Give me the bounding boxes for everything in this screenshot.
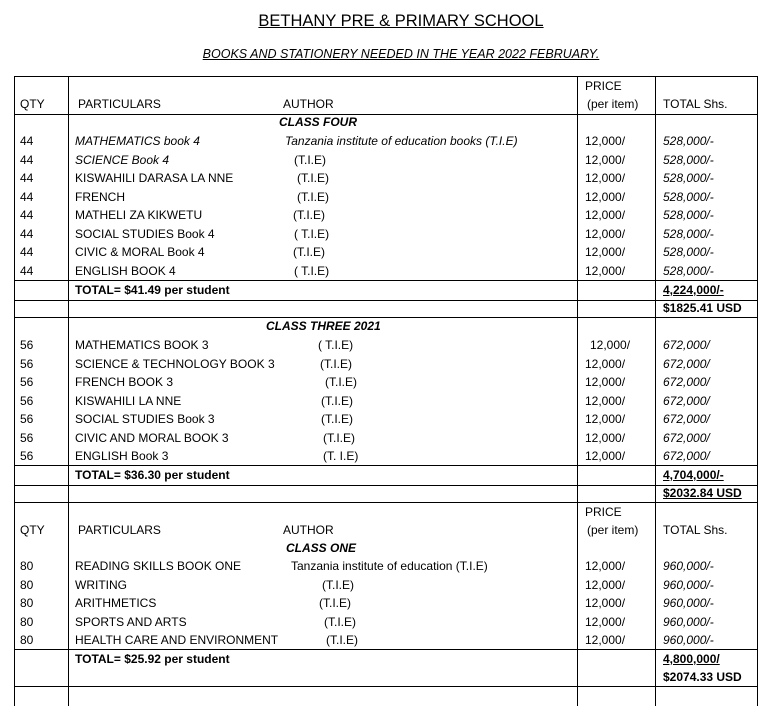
price-header: PRICE	[585, 505, 622, 519]
qty-cell: 44	[20, 189, 34, 204]
price-cell: 12,000/	[585, 559, 626, 573]
author-cell: (T.I.E)	[326, 633, 358, 647]
price-cell: 12,000/	[585, 226, 626, 241]
total-cell: 528,000/-	[663, 152, 714, 167]
section-total-usd: $1825.41 USD	[663, 301, 742, 315]
particulars-cell: ENGLISH Book 3	[75, 449, 169, 463]
total-cell: 672,000/	[663, 449, 710, 463]
qty-cell: 56	[20, 338, 34, 352]
qty-cell: 80	[20, 633, 34, 647]
qty-cell: 56	[20, 356, 34, 371]
total-cell: 672,000/	[663, 375, 710, 389]
particulars-cell: SCIENCE & TECHNOLOGY BOOK 3	[75, 356, 275, 371]
row-divider	[14, 280, 758, 281]
author-header: AUTHOR	[283, 97, 334, 111]
author-cell: (T.I.E)	[297, 189, 329, 204]
section-total-label: TOTAL= $25.92 per student	[75, 652, 230, 666]
price-cell: 12,000/	[585, 633, 626, 647]
author-cell: (T. I.E)	[323, 449, 359, 463]
qty-cell: 44	[20, 171, 34, 185]
qty-header: QTY	[20, 97, 45, 111]
author-cell: (T.I.E)	[323, 430, 355, 445]
section-total-shs: 4,224,000/-	[663, 283, 724, 297]
class-heading: CLASS FOUR	[279, 115, 357, 129]
price-cell: 12,000/	[590, 338, 631, 352]
particulars-cell: ENGLISH BOOK 4	[75, 263, 176, 278]
price-cell: 12,000/	[585, 356, 626, 371]
qty-cell: 44	[20, 134, 34, 148]
particulars-cell: KISWAHILI LA NNE	[75, 393, 182, 408]
qty-cell: 80	[20, 596, 34, 610]
qty-cell: 80	[20, 614, 34, 629]
row-divider	[14, 649, 758, 650]
qty-cell: 80	[20, 577, 34, 592]
qty-cell: 44	[20, 245, 34, 259]
qty-cell: 80	[20, 559, 34, 573]
qty-cell: 56	[20, 393, 34, 408]
price-cell: 12,000/	[585, 263, 626, 278]
qty-cell: 44	[20, 263, 34, 278]
qty-cell: 56	[20, 449, 34, 463]
author-cell: (T.I.E)	[319, 596, 351, 610]
total-header: TOTAL Shs.	[663, 523, 728, 537]
price-per-item-header: (per item)	[587, 97, 639, 111]
row-divider	[14, 76, 758, 77]
section-total-label: TOTAL= $41.49 per student	[75, 283, 230, 297]
price-cell: 12,000/	[585, 614, 626, 629]
total-cell: 960,000/-	[663, 559, 714, 573]
total-cell: 960,000/-	[663, 596, 714, 610]
column-divider	[757, 76, 758, 706]
total-cell: 528,000/-	[663, 171, 714, 185]
price-cell: 12,000/	[585, 375, 626, 389]
total-cell: 528,000/-	[663, 263, 714, 278]
particulars-cell: SOCIAL STUDIES Book 4	[75, 226, 215, 241]
particulars-cell: KISWAHILI DARASA LA NNE	[75, 171, 234, 185]
author-cell: (T.I.E)	[322, 577, 354, 592]
total-cell: 672,000/	[663, 393, 710, 408]
author-cell: (T.I.E)	[294, 152, 326, 167]
author-cell: (T.I.E)	[320, 356, 352, 371]
qty-cell: 56	[20, 375, 34, 389]
school-title: BETHANY PRE & PRIMARY SCHOOL	[258, 12, 544, 30]
particulars-cell: ARITHMETICS	[75, 596, 157, 610]
price-cell: 12,000/	[585, 577, 626, 592]
price-cell: 12,000/	[585, 596, 626, 610]
author-header: AUTHOR	[283, 523, 334, 537]
particulars-cell: READING SKILLS BOOK ONE	[75, 559, 242, 573]
author-cell: (T.I.E)	[324, 614, 356, 629]
total-cell: 672,000/	[663, 356, 710, 371]
author-cell: (T.I.E)	[325, 375, 357, 389]
particulars-cell: SOCIAL STUDIES Book 3	[75, 412, 215, 426]
price-cell: 12,000/	[585, 152, 626, 167]
qty-cell: 56	[20, 412, 34, 426]
author-cell: ( T.I.E)	[294, 226, 330, 241]
price-cell: 12,000/	[585, 412, 626, 426]
row-divider	[14, 317, 758, 318]
author-cell: ( T.I.E)	[318, 338, 354, 352]
total-cell: 528,000/-	[663, 189, 714, 204]
author-cell: Tanzania institute of education (T.I.E)	[291, 559, 488, 573]
price-cell: 12,000/	[585, 449, 626, 463]
total-cell: 672,000/	[663, 338, 710, 352]
author-cell: (T.I.E)	[293, 245, 325, 259]
total-cell: 960,000/-	[663, 614, 714, 629]
particulars-cell: HEALTH CARE AND ENVIRONMENT	[75, 633, 279, 647]
row-divider	[14, 686, 758, 687]
particulars-cell: WRITING	[75, 577, 127, 592]
total-header: TOTAL Shs.	[663, 97, 728, 111]
price-cell: 12,000/	[585, 430, 626, 445]
column-divider	[14, 76, 15, 706]
row-divider	[14, 114, 758, 115]
particulars-header: PARTICULARS	[78, 97, 161, 111]
section-total-usd: $2032.84 USD	[663, 486, 742, 500]
author-cell: (T.I.E)	[297, 171, 329, 185]
particulars-cell: CIVIC AND MORAL BOOK 3	[75, 430, 229, 445]
total-cell: 960,000/-	[663, 633, 714, 647]
price-cell: 12,000/	[585, 393, 626, 408]
class-heading: CLASS ONE	[286, 541, 357, 555]
row-divider	[14, 485, 758, 486]
class-heading: CLASS THREE 2021	[266, 319, 381, 333]
particulars-cell: MATHEMATICS BOOK 3	[75, 338, 209, 352]
author-cell: (T.I.E)	[293, 208, 325, 222]
particulars-cell: FRENCH	[75, 189, 125, 204]
qty-cell: 56	[20, 430, 34, 445]
particulars-cell: SCIENCE Book 4	[75, 152, 170, 167]
total-cell: 528,000/-	[663, 226, 714, 241]
total-cell: 672,000/	[663, 412, 710, 426]
particulars-cell: MATHEMATICS book 4	[75, 134, 200, 148]
row-divider	[14, 465, 758, 466]
total-cell: 528,000/-	[663, 208, 714, 222]
section-total-shs: 4,704,000/-	[663, 468, 724, 482]
particulars-cell: FRENCH BOOK 3	[75, 375, 174, 389]
price-cell: 12,000/	[585, 134, 626, 148]
qty-header: QTY	[20, 523, 45, 537]
row-divider	[14, 300, 758, 301]
section-total-label: TOTAL= $36.30 per student	[75, 468, 230, 482]
qty-cell: 44	[20, 208, 34, 222]
particulars-cell: SPORTS AND ARTS	[75, 614, 187, 629]
total-cell: 960,000/-	[663, 577, 714, 592]
column-divider	[655, 76, 656, 706]
column-divider	[68, 76, 69, 706]
row-divider	[14, 502, 758, 503]
price-cell: 12,000/	[585, 208, 626, 222]
column-divider	[577, 76, 578, 706]
price-cell: 12,000/	[585, 189, 626, 204]
author-cell: Tanzania institute of education books (T.I.E)	[285, 134, 518, 148]
total-cell: 672,000/	[663, 430, 710, 445]
price-header: PRICE	[585, 79, 622, 93]
particulars-header: PARTICULARS	[78, 523, 161, 537]
total-cell: 528,000/-	[663, 245, 714, 259]
qty-cell: 44	[20, 226, 34, 241]
author-cell: (T.I.E)	[321, 393, 353, 408]
price-cell: 12,000/	[585, 171, 626, 185]
total-cell: 528,000/-	[663, 134, 714, 148]
section-total-shs: 4,800,000/	[663, 652, 720, 666]
section-total-usd: $2074.33 USD	[663, 670, 742, 684]
particulars-cell: MATHELI ZA KIKWETU	[75, 208, 203, 222]
price-per-item-header: (per item)	[587, 523, 639, 537]
particulars-cell: CIVIC & MORAL Book 4	[75, 245, 205, 259]
price-cell: 12,000/	[585, 245, 626, 259]
qty-cell: 44	[20, 152, 34, 167]
document-subtitle: BOOKS AND STATIONERY NEEDED IN THE YEAR 2022 FEBRUARY.	[202, 47, 600, 61]
author-cell: (T.I.E)	[321, 412, 353, 426]
author-cell: ( T.I.E)	[294, 263, 330, 278]
